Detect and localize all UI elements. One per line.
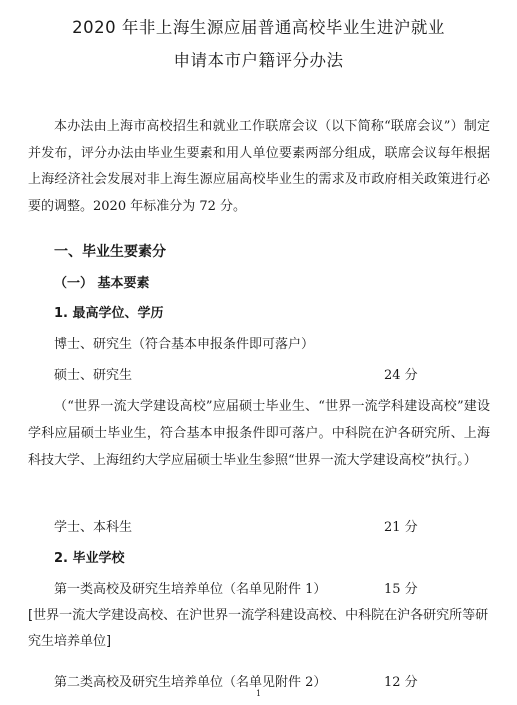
item2-heading: 2. 毕业学校 [54, 551, 125, 566]
document-title-line1: 2020 年非上海生源应届普通高校毕业生进沪就业 [72, 18, 445, 37]
master-score: 24 分 [384, 368, 418, 383]
class2-score: 12 分 [384, 675, 418, 690]
document-title-line2: 申请本市户籍评分办法 [173, 51, 344, 70]
bachelor-score: 21 分 [384, 520, 418, 535]
master-note-paragraph: （“世界一流大学建设高校”应届硕士毕业生、“世界一流学科建设高校”建设学科应届硕士毕业生，符合基本申报条件即可落户。中科院在沪各研究所、上海科技大学、上海纽约大学应届硕士毕业生参照“世界一流大学建设高校”执行。） [28, 399, 490, 468]
page-number: 1 [255, 689, 262, 698]
class1-score: 15 分 [384, 582, 418, 597]
subsection1-heading: （一） 基本要素 [54, 276, 150, 291]
class1-label: 第一类高校及研究生培养单位（名单见附件 1） [54, 582, 327, 597]
bachelor-label: 学士、本科生 [54, 520, 133, 535]
master-label: 硕士、研究生 [54, 368, 133, 383]
class2-label: 第二类高校及研究生培养单位（名单见附件 2） [54, 675, 327, 690]
section1-heading: 一、毕业生要素分 [54, 244, 166, 260]
doctor-line: 博士、研究生（符合基本申报条件即可落户） [54, 337, 315, 352]
intro-paragraph: 本办法由上海市高校招生和就业工作联席会议（以下简称“联席会议”）制定并发布，评分办法由毕业生要素和用人单位要素两部分组成，联席会议每年根据上海经济社会发展对非上海生源应届高校毕业生的需求及市政府相关政策进行必要的调整。2020 年标准分为 72 分。 [28, 119, 490, 214]
class1-note: [世界一流大学建设高校、在沪世界一流学科建设高校、中科院在沪各研究所等研究生培养单位] [28, 608, 489, 649]
item1-heading: 1. 最高学位、学历 [54, 306, 164, 321]
